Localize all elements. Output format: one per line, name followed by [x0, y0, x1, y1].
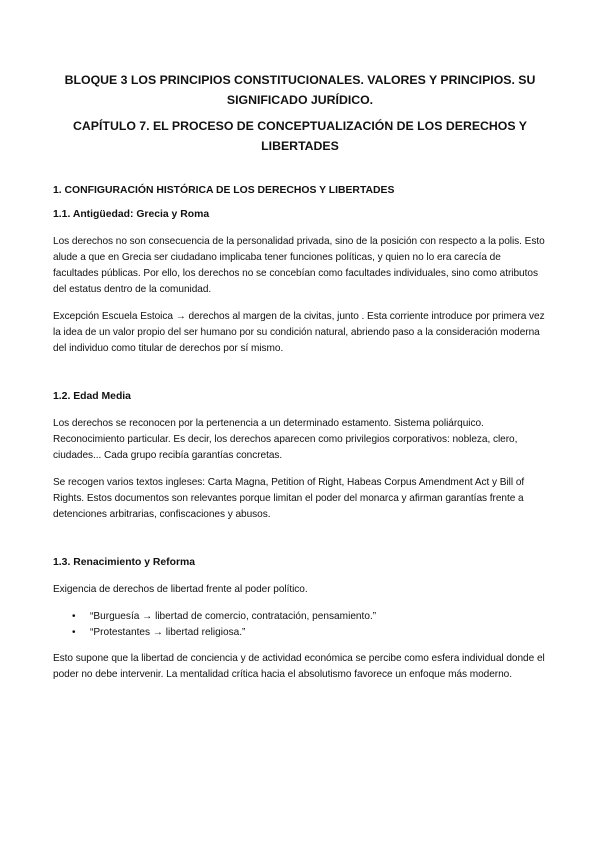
- chapter-title: CAPÍTULO 7. EL PROCESO DE CONCEPTUALIZACIÓN DE LOS DERECHOS Y LIBERTADES: [73, 119, 527, 153]
- bullet-icon: •: [72, 611, 76, 622]
- paragraph: Exigencia de derechos de libertad frente al poder político.: [53, 584, 308, 595]
- paragraph: Esto supone que la libertad de conciencia y de actividad económica se percibe como esfera individual donde el poder no debe intervenir. La mentalidad crítica hacia el absolutismo favorece un enfoque más moderno.: [53, 653, 545, 680]
- subsection-heading: 1.2. Edad Media: [53, 391, 131, 402]
- paragraph: Excepción Escuela Estoica → derechos al margen de la civitas, junto . Esta corriente introduce por primera vez la idea de un valor propio del ser humano por su condición natural, abriendo paso a la consideración moderna del individuo como titular de derechos por sí mismo.: [53, 311, 545, 354]
- list-item-text: “Protestantes → libertad religiosa.”: [90, 627, 246, 638]
- subsection-antiguedad: [53, 208, 547, 357]
- subsection-edad-media: [53, 390, 547, 523]
- block-title: BLOQUE 3 LOS PRINCIPIOS CONSTITUCIONALES. VALORES Y PRINCIPIOS. SU SIGNIFICADO JURÍDICO.: [64, 73, 536, 107]
- spacer: [53, 534, 547, 556]
- spacer: [53, 368, 547, 390]
- paragraph: Los derechos se reconocen por la pertenencia a un determinado estamento. Sistema poliárquico. Reconocimiento particular. Es decir, los derechos aparecen como privilegios corporativos: nobleza, clero, ciudades... Cada grupo recibía garantías concretas.: [53, 418, 518, 461]
- paragraph: Se recogen varios textos ingleses: Carta Magna, Petition of Right, Habeas Corpus Amendment Act y Bill of Rights. Estos documentos son relevantes porque limitan el poder del monarca y afirman garantías frente a detenciones arbitrarias, confiscaciones y abusos.: [53, 477, 525, 520]
- section-heading: 1. CONFIGURACIÓN HISTÓRICA DE LOS DERECHOS Y LIBERTADES: [53, 185, 395, 196]
- list-item: [53, 609, 547, 625]
- list-item: [53, 625, 547, 641]
- subsection-heading: 1.3. Renacimiento y Reforma: [53, 557, 196, 568]
- subsection-heading: 1.1. Antigüedad: Grecia y Roma: [53, 209, 210, 220]
- list-item-text: “Burguesía → libertad de comercio, contratación, pensamiento.”: [90, 611, 377, 622]
- paragraph: Los derechos no son consecuencia de la personalidad privada, sino de la posición con respecto a la polis. Esto alude a que en Grecia ser ciudadano implicaba tener funciones políticas, y quien no lo era carecía de facultades públicas. Por ello, los derechos no se concebían como facultades individuales, sino como atributos del estatus dentro de la comunidad.: [53, 236, 545, 295]
- subsection-renacimiento: [53, 556, 547, 683]
- bullet-icon: •: [72, 627, 76, 638]
- bullet-list: [53, 609, 547, 641]
